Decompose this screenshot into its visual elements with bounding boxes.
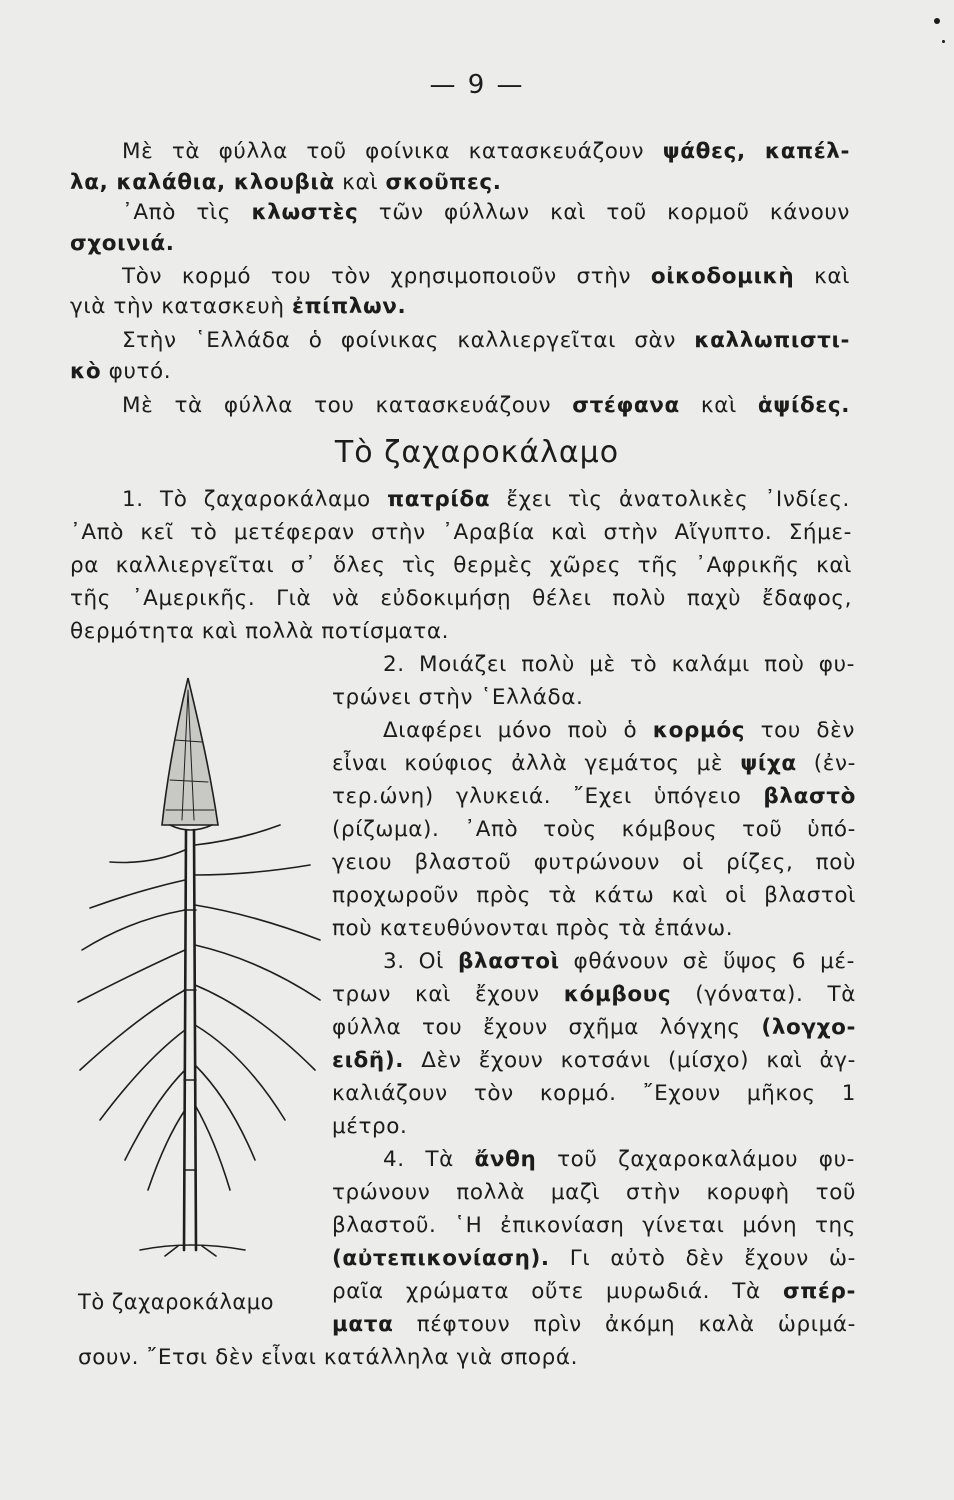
- figure-caption: Τὸ ζαχαροκάλαμο: [78, 1290, 274, 1314]
- text-line: 3. Οἱ βλαστοὶ φθάνουν σὲ ὕψος 6 μέ-: [383, 949, 856, 974]
- text-line: φύλλα του ἔχουν σχῆμα λόγχης (λογχο-: [332, 1015, 856, 1040]
- text-line: λα, καλάθια, κλουβιὰ καὶ σκοῦπες.: [70, 170, 502, 195]
- text-line: μέτρο.: [332, 1114, 408, 1139]
- text-line: ειδῆ). Δὲν ἔχουν κοτσάνι (μίσχο) καὶ ἀγ-: [332, 1048, 856, 1073]
- text-line: ποὺ κατευθύνονται πρὸς τὰ ἐπάνω.: [332, 916, 734, 941]
- text-line: Στὴν ῾Ελλάδα ὁ φοίνικας καλλιεργεῖται σὰν καλλωπιστι-: [122, 328, 850, 353]
- text-line: σχοινιά.: [70, 231, 175, 256]
- text-line: εἶναι κούφιος ἀλλὰ γεμάτος μὲ ψίχα (ἐν-: [332, 751, 856, 776]
- text-line: Μὲ τὰ φύλλα του κατασκευάζουν στέφανα καὶ ἁψίδες.: [122, 393, 850, 418]
- text-line: κὸ φυτό.: [70, 359, 172, 384]
- text-line: γιὰ τὴν κατασκευὴ ἐπίπλων.: [70, 294, 407, 319]
- text-line: (ρίζωμα). ᾿Απὸ τοὺς κόμβους τοῦ ὑπό-: [332, 817, 856, 842]
- text-line: 4. Τὰ ἄνθη τοῦ ζαχαροκαλάμου φυ-: [383, 1147, 855, 1172]
- text-line: Μὲ τὰ φύλλα τοῦ φοίνικα κατασκευάζουν ψάθες, καπέλ-: [122, 139, 851, 164]
- text-line: προχωροῦν πρὸς τὰ κάτω καὶ οἱ βλαστοὶ: [332, 883, 856, 908]
- sugarcane-illustration: [70, 650, 335, 1300]
- text-line: ᾿Απὸ κεῖ τὸ μετέφεραν στὴν ᾿Αραβία καὶ στὴν Αἴγυπτο. Σήμε-: [70, 520, 852, 545]
- text-line: τρώνει στὴν ῾Ελλάδα.: [332, 685, 584, 710]
- text-line: ματα πέφτουν πρὶν ἀκόμη καλὰ ὡριμά-: [332, 1312, 856, 1337]
- text-line: τρων καὶ ἔχουν κόμβους (γόνατα). Τὰ: [332, 982, 857, 1007]
- text-line: ραῖα χρώματα οὔτε μυρωδιά. Τὰ σπέρ-: [332, 1279, 856, 1304]
- text-line: θερμότητα καὶ πολλὰ ποτίσματα.: [70, 619, 450, 644]
- section-heading: Τὸ ζαχαροκάλαμο: [334, 435, 620, 470]
- text-line: Διαφέρει μόνο ποὺ ὁ κορμός του δὲν: [383, 718, 856, 743]
- text-line: ᾿Απὸ τὶς κλωστὲς τῶν φύλλων καὶ τοῦ κορμοῦ κάνουν: [122, 200, 850, 225]
- text-line: τρώνουν πολλὰ μαζὶ στὴν κορυφὴ τοῦ: [332, 1180, 856, 1205]
- ink-speck: [942, 40, 945, 43]
- text-line: 1. Τὸ ζαχαροκάλαμο πατρίδα ἔχει τὶς ἀνατολικὲς ᾿Ινδίες.: [122, 487, 850, 512]
- text-line: 2. Μοιάζει πολὺ μὲ τὸ καλάμι ποὺ φυ-: [383, 652, 855, 677]
- text-line: Τὸν κορμό του τὸν χρησιμοποιοῦν στὴν οἰκοδομικὴ καὶ: [122, 264, 850, 289]
- text-line: τῆς ᾿Αμερικῆς. Γιὰ νὰ εὐδοκιμήσῃ θέλει πολὺ παχὺ ἔδαφος,: [70, 586, 852, 611]
- text-line: γειου βλαστοῦ φυτρώνουν οἱ ρίζες, ποὺ: [332, 850, 856, 875]
- page-number: — 9 —: [429, 70, 525, 100]
- text-line: βλαστοῦ. ῾Η ἐπικονίαση γίνεται μόνη της: [332, 1213, 856, 1238]
- text-line: σουν. ῎Ετσι δὲν εἶναι κατάλληλα γιὰ σπορά.: [78, 1345, 579, 1370]
- text-line: τερ.ώνη) γλυκειά. ῎Εχει ὑπόγειο βλαστὸ: [332, 784, 856, 809]
- text-line: καλιάζουν τὸν κορμό. ῎Εχουν μῆκος 1: [332, 1081, 856, 1106]
- text-line: ρα καλλιεργεῖται σ᾿ ὅλες τὶς θερμὲς χῶρες τῆς ᾿Αφρικῆς καὶ: [70, 553, 852, 578]
- text-line: (αὐτεπικονίαση). Γι αὐτὸ δὲν ἔχουν ὡ-: [332, 1246, 856, 1271]
- ink-speck: [934, 18, 940, 24]
